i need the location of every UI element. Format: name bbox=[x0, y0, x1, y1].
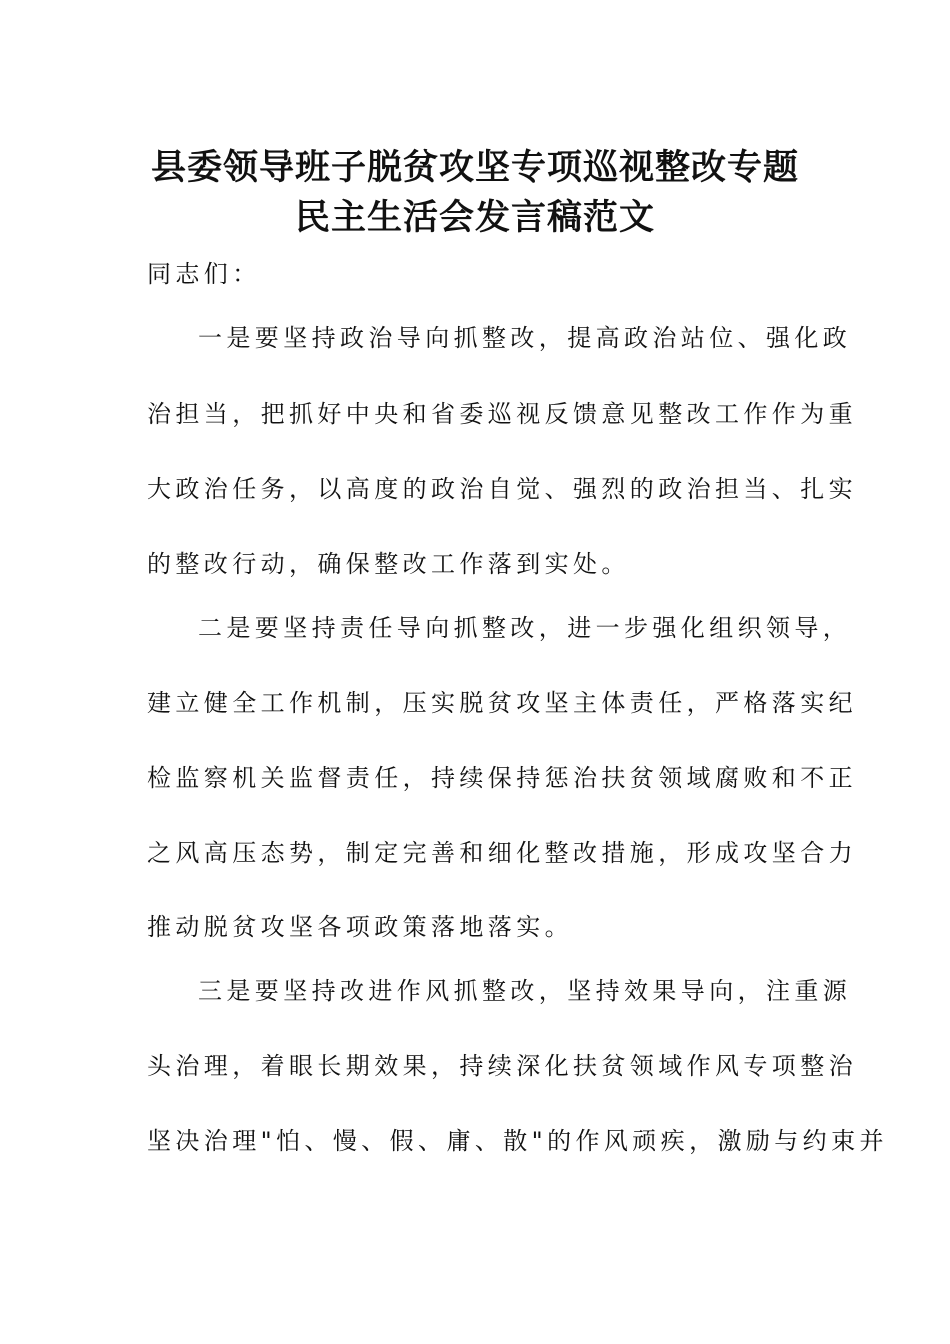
paragraph-3-line-3: 坚决治理"怕、慢、假、庸、散"的作风顽疾，激励与约束并 bbox=[147, 1127, 888, 1155]
salutation: 同志们： bbox=[147, 260, 261, 288]
paragraph-1-line-1: 一是要坚持政治导向抓整改，提高政治站位、强化政 bbox=[198, 324, 852, 352]
paragraph-2-line-4: 之风高压态势，制定完善和细化整改措施，形成攻坚合力 bbox=[147, 839, 857, 867]
paragraph-1-line-3: 大政治任务，以高度的政治自觉、强烈的政治担当、扎实 bbox=[147, 475, 857, 503]
paragraph-1-line-4: 的整改行动，确保整改工作落到实处。 bbox=[147, 550, 630, 578]
paragraph-2-line-1: 二是要坚持责任导向抓整改，进一步强化组织领导， bbox=[198, 614, 852, 642]
paragraph-2-line-2: 建立健全工作机制，压实脱贫攻坚主体责任，严格落实纪 bbox=[147, 689, 857, 717]
document-title-line-2: 民主生活会发言稿范文 bbox=[294, 197, 655, 238]
paragraph-1-line-2: 治担当，把抓好中央和省委巡视反馈意见整改工作作为重 bbox=[147, 400, 857, 428]
paragraph-3-line-1: 三是要坚持改进作风抓整改，坚持效果导向，注重源 bbox=[198, 977, 852, 1005]
paragraph-2-line-3: 检监察机关监督责任，持续保持惩治扶贫领域腐败和不正 bbox=[147, 764, 857, 792]
paragraph-2-line-5: 推动脱贫攻坚各项政策落地落实。 bbox=[147, 913, 573, 941]
document-title-line-1: 县委领导班子脱贫攻坚专项巡视整改专题 bbox=[150, 147, 799, 188]
paragraph-3-line-2: 头治理，着眼长期效果，持续深化扶贫领域作风专项整治 bbox=[147, 1052, 857, 1080]
